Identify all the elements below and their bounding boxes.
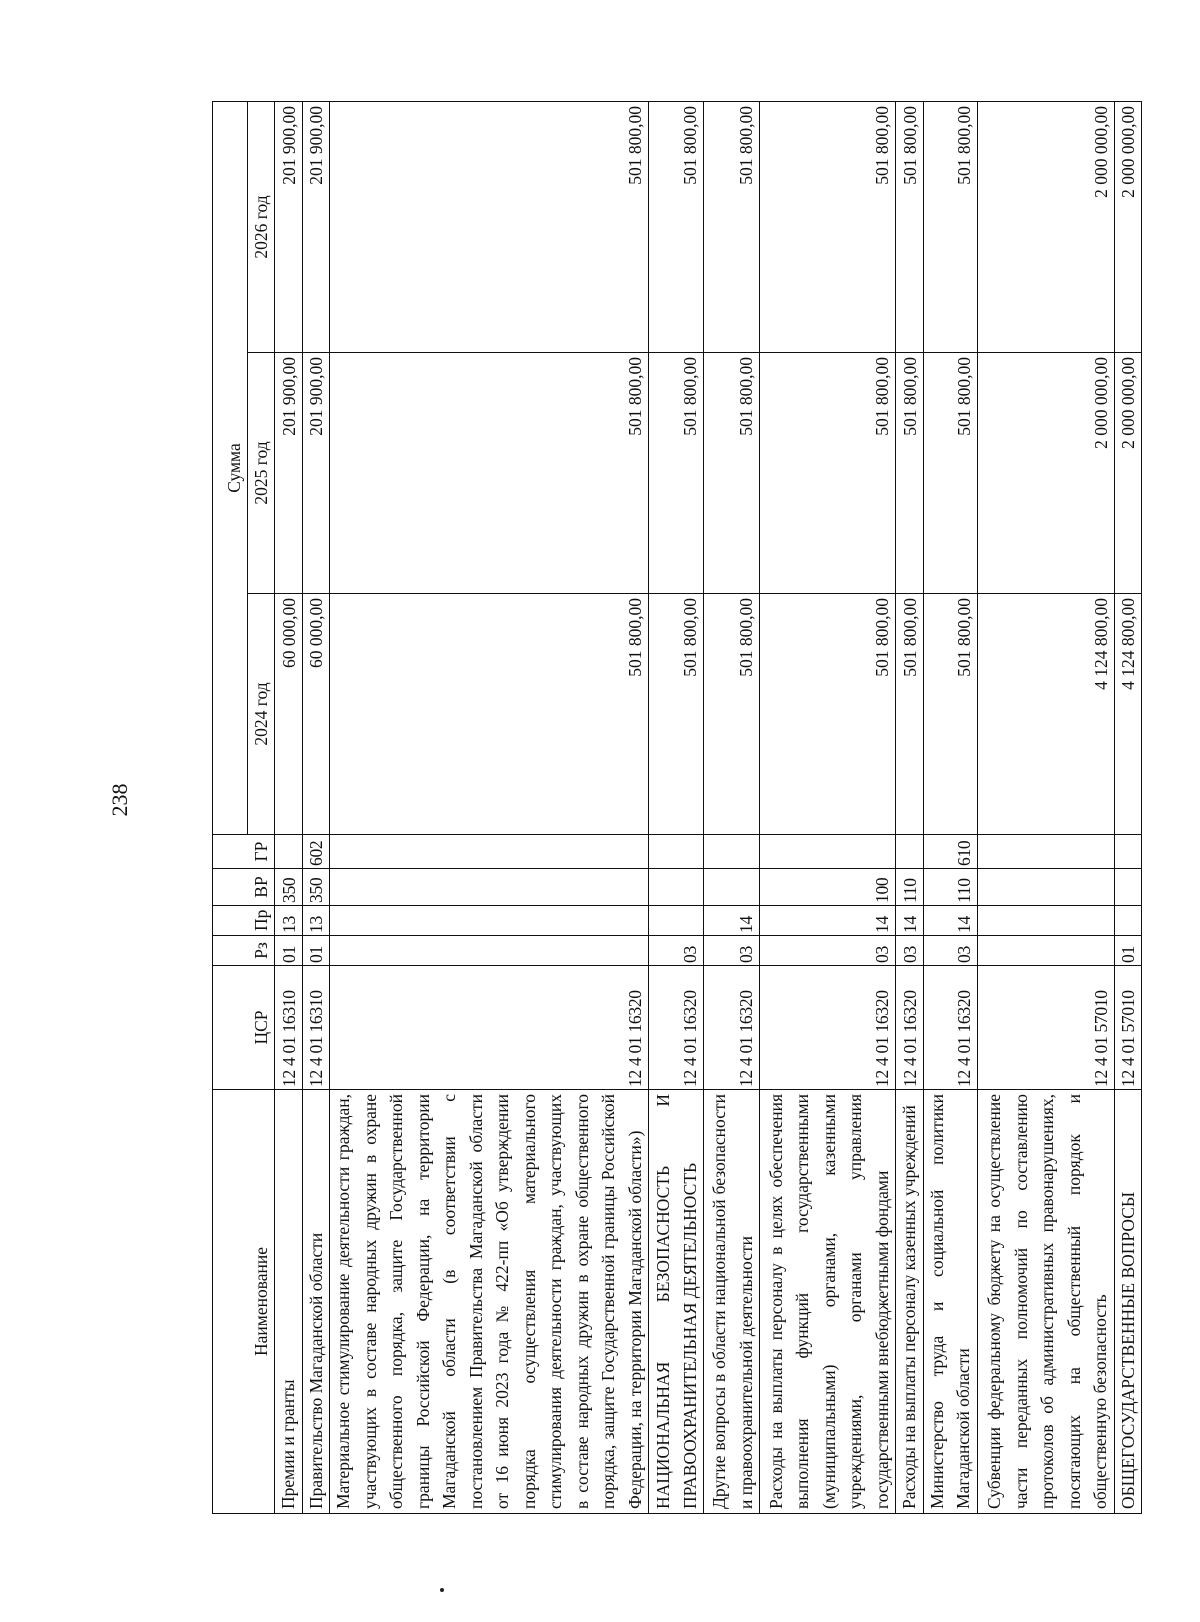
row-2025-cell: 2 000 000,00 bbox=[1114, 353, 1142, 594]
row-vr-cell: 100 bbox=[760, 869, 896, 906]
budget-table bbox=[212, 101, 1142, 1514]
table-row bbox=[977, 101, 1114, 1513]
row-pr-cell: 13 bbox=[275, 906, 303, 936]
row-csr-cell: 12 4 01 16320 bbox=[923, 966, 977, 1090]
row-2026-cell: 201 900,00 bbox=[302, 101, 330, 352]
row-2024-cell: 60 000,00 bbox=[302, 594, 330, 835]
row-name-cell: Субвенции федеральному бюджету на осуществление части переданных полномочий по составлению протоколов об административных правонарушениях, посягающих на общественный порядок и общественную безопасность bbox=[977, 1090, 1114, 1514]
row-pr-cell bbox=[649, 906, 704, 936]
row-gr-cell bbox=[1114, 835, 1142, 869]
row-pr-cell: 14 bbox=[704, 906, 760, 936]
header-csr: ЦСР bbox=[213, 966, 275, 1090]
row-csr-cell: 12 4 01 16320 bbox=[760, 966, 896, 1090]
row-gr-cell bbox=[704, 835, 760, 869]
row-csr-cell: 12 4 01 16320 bbox=[704, 966, 760, 1090]
row-2026-cell: 2 000 000,00 bbox=[977, 101, 1114, 352]
row-2025-cell: 501 800,00 bbox=[923, 353, 977, 594]
row-rz-cell: 01 bbox=[302, 936, 330, 966]
row-gr-cell bbox=[760, 835, 896, 869]
row-csr-cell: 12 4 01 57010 bbox=[977, 966, 1114, 1090]
table-row bbox=[649, 101, 704, 1513]
row-csr-cell: 12 4 01 16310 bbox=[275, 966, 303, 1090]
row-2026-cell: 501 800,00 bbox=[330, 101, 649, 352]
row-name-cell: Правительство Магаданской области bbox=[302, 1090, 330, 1514]
header-pr: Пр bbox=[213, 906, 275, 936]
scan-dot bbox=[440, 1588, 444, 1592]
row-rz-cell: 03 bbox=[760, 936, 896, 966]
row-2026-cell: 501 800,00 bbox=[896, 101, 924, 352]
row-pr-cell bbox=[1114, 906, 1142, 936]
row-2025-cell: 501 800,00 bbox=[649, 353, 704, 594]
row-2025-cell: 501 800,00 bbox=[896, 353, 924, 594]
row-2026-cell: 501 800,00 bbox=[923, 101, 977, 352]
row-2024-cell: 60 000,00 bbox=[275, 594, 303, 835]
row-name-cell: НАЦИОНАЛЬНАЯ БЕЗОПАСНОСТЬ И ПРАВООХРАНИТЕЛЬНАЯ ДЕЯТЕЛЬНОСТЬ bbox=[649, 1090, 704, 1514]
row-pr-cell: 14 bbox=[896, 906, 924, 936]
row-vr-cell bbox=[1114, 869, 1142, 906]
row-gr-cell: 602 bbox=[302, 835, 330, 869]
row-vr-cell bbox=[704, 869, 760, 906]
row-name-cell: Другие вопросы в области национальной безопасности и правоохранительной деятельности bbox=[704, 1090, 760, 1514]
table-viewport bbox=[212, 102, 1138, 1514]
row-rz-cell bbox=[977, 936, 1114, 966]
row-rz-cell: 01 bbox=[1114, 936, 1142, 966]
row-2025-cell: 501 800,00 bbox=[760, 353, 896, 594]
row-pr-cell: 14 bbox=[923, 906, 977, 936]
row-vr-cell: 110 bbox=[896, 869, 924, 906]
row-rz-cell bbox=[330, 936, 649, 966]
row-2025-cell: 501 800,00 bbox=[704, 353, 760, 594]
table-row bbox=[275, 101, 303, 1513]
row-name-cell: Расходы на выплаты персоналу казенных учреждений bbox=[896, 1090, 924, 1514]
row-csr-cell: 12 4 01 16320 bbox=[896, 966, 924, 1090]
row-name-cell: Материальное стимулирование деятельности граждан, участвующих в составе народных дружин в охране общественного порядка, защите Государственной границы Российской Федерации, на территории Магаданской области (в соответствии с постановлением Правительства Магаданской области от 16 июня 2023 года № 422-пп «Об утверждении порядка осуществления материального стимулирования деятельности граждан, участвующих в составе народных дружин в охране общественного порядка, защите Государственной границы Российской Федерации, на территории Магаданской области») bbox=[330, 1090, 649, 1514]
row-name-cell: Расходы на выплаты персоналу в целях обеспечения выполнения функций государственными (муниципальными) органами, казенными учреждениями, органами управления государственными внебюджетными фондами bbox=[760, 1090, 896, 1514]
table-row bbox=[760, 101, 896, 1513]
row-vr-cell: 110 bbox=[923, 869, 977, 906]
row-gr-cell bbox=[330, 835, 649, 869]
table-row bbox=[923, 101, 977, 1513]
row-name-cell: Премии и гранты bbox=[275, 1090, 303, 1514]
header-rz: Рз bbox=[213, 936, 275, 966]
header-2025: 2025 год bbox=[248, 353, 275, 594]
row-vr-cell bbox=[649, 869, 704, 906]
table-row bbox=[896, 101, 924, 1513]
table-row bbox=[302, 101, 330, 1513]
row-2024-cell: 501 800,00 bbox=[923, 594, 977, 835]
row-rz-cell: 03 bbox=[649, 936, 704, 966]
row-gr-cell: 610 bbox=[923, 835, 977, 869]
row-name-cell: ОБЩЕГОСУДАРСТВЕННЫЕ ВОПРОСЫ bbox=[1114, 1090, 1142, 1514]
header-2024: 2024 год bbox=[248, 594, 275, 835]
row-2025-cell: 501 800,00 bbox=[330, 353, 649, 594]
row-2026-cell: 201 900,00 bbox=[275, 101, 303, 352]
table-row bbox=[1114, 101, 1142, 1513]
row-2024-cell: 501 800,00 bbox=[704, 594, 760, 835]
row-2025-cell: 2 000 000,00 bbox=[977, 353, 1114, 594]
row-rz-cell: 03 bbox=[896, 936, 924, 966]
row-vr-cell bbox=[330, 869, 649, 906]
row-2024-cell: 501 800,00 bbox=[760, 594, 896, 835]
row-2025-cell: 201 900,00 bbox=[302, 353, 330, 594]
row-2026-cell: 501 800,00 bbox=[704, 101, 760, 352]
row-vr-cell: 350 bbox=[302, 869, 330, 906]
row-csr-cell: 12 4 01 57010 bbox=[1114, 966, 1142, 1090]
row-name-cell: Министерство труда и социальной политики Магаданской области bbox=[923, 1090, 977, 1514]
row-csr-cell: 12 4 01 16320 bbox=[330, 966, 649, 1090]
row-pr-cell bbox=[977, 906, 1114, 936]
row-gr-cell bbox=[275, 835, 303, 869]
row-2024-cell: 501 800,00 bbox=[649, 594, 704, 835]
row-pr-cell bbox=[330, 906, 649, 936]
row-vr-cell: 350 bbox=[275, 869, 303, 906]
row-2025-cell: 201 900,00 bbox=[275, 353, 303, 594]
header-name: Наименование bbox=[213, 1090, 275, 1514]
row-gr-cell bbox=[977, 835, 1114, 869]
header-sum: Сумма bbox=[213, 101, 248, 834]
row-gr-cell bbox=[649, 835, 704, 869]
row-2026-cell: 501 800,00 bbox=[649, 101, 704, 352]
table-row bbox=[704, 101, 760, 1513]
row-pr-cell: 13 bbox=[302, 906, 330, 936]
table-row bbox=[330, 101, 649, 1513]
row-pr-cell: 14 bbox=[760, 906, 896, 936]
row-2026-cell: 2 000 000,00 bbox=[1114, 101, 1142, 352]
row-rz-cell: 01 bbox=[275, 936, 303, 966]
row-vr-cell bbox=[977, 869, 1114, 906]
row-csr-cell: 12 4 01 16310 bbox=[302, 966, 330, 1090]
row-2024-cell: 4 124 800,00 bbox=[1114, 594, 1142, 835]
header-vr: ВР bbox=[213, 869, 275, 906]
row-gr-cell bbox=[896, 835, 924, 869]
header-gr: ГР bbox=[213, 835, 275, 869]
row-rz-cell: 03 bbox=[704, 936, 760, 966]
row-2026-cell: 501 800,00 bbox=[760, 101, 896, 352]
row-2024-cell: 4 124 800,00 bbox=[977, 594, 1114, 835]
row-csr-cell: 12 4 01 16320 bbox=[649, 966, 704, 1090]
page-number: 238 bbox=[107, 783, 132, 817]
row-2024-cell: 501 800,00 bbox=[896, 594, 924, 835]
budget-table-rotated bbox=[212, 102, 1138, 1514]
row-2024-cell: 501 800,00 bbox=[330, 594, 649, 835]
row-rz-cell: 03 bbox=[923, 936, 977, 966]
header-2026: 2026 год bbox=[248, 101, 275, 352]
